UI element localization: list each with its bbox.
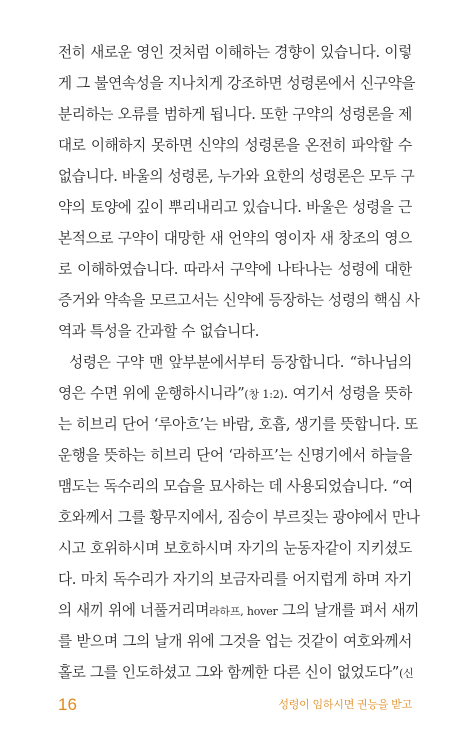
bible-reference-open: (신 [399, 667, 414, 680]
body-line: 역과 특성을 간과할 수 없습니다. [58, 323, 260, 340]
body-line: 성령은 구약 맨 앞부분에서부터 등장합니다. “하나님의 [58, 354, 412, 371]
quote-continuation: . 여기서 성령을 뜻하 [283, 385, 412, 402]
body-line: 는 히브리 단어 ‘루아흐’는 바람, 호흡, 생기를 뜻합니다. 또 [58, 416, 418, 433]
body-line: 맴도는 독수리의 모습을 묘사하는 데 사용되었습니다. “여 [58, 478, 413, 495]
body-line: 를 받으며 그의 날개 위에 그것을 업는 것같이 여호와께서 [58, 633, 412, 650]
bible-reference: (창 1:2) [244, 388, 284, 401]
body-line: 분리하는 오류를 범하게 됩니다. 또한 구약의 성령론을 제 [58, 106, 412, 123]
body-line: 로 이해하였습니다. 따라서 구약에 나타나는 성령에 대한 [58, 261, 412, 278]
verse-continuation: 그의 날개를 펴서 새끼 [277, 602, 420, 619]
page-number: 16 [58, 695, 77, 714]
body-line: 증거와 약속을 모르고서는 신약에 등장하는 성령의 핵심 사 [58, 292, 420, 309]
body-line [58, 379, 412, 409]
body-line: 운행을 뜻하는 히브리 단어 ‘라하프’는 신명기에서 하늘을 [58, 447, 412, 464]
page-footer [0, 690, 470, 720]
body-line: 다. 마치 독수리가 자기의 보금자리를 어지럽게 하며 자기 [58, 571, 412, 588]
body-line: 호와께서 그를 황무지에서, 짐승이 부르짖는 광야에서 만나 [58, 509, 420, 526]
body-line [58, 596, 420, 626]
body-line: 게 그 불연속성을 지나치게 강조하면 성령론에서 신구약을 [58, 75, 416, 92]
gloss-annotation: 라하프, hover [209, 605, 278, 618]
verse-text: 의 새끼 위에 너풀거리며 [58, 602, 209, 619]
body-line: 본적으로 구약이 대망한 새 언약의 영이자 새 창조의 영으 [58, 230, 412, 247]
body-line: 전히 새로운 영인 것처럼 이해하는 경향이 있습니다. 이렇 [58, 44, 412, 61]
body-line: 대로 이해하지 못하면 신약의 성령론을 온전히 파악할 수 [58, 137, 412, 154]
body-line: 시고 호위하시며 보호하시며 자기의 눈동자같이 지키셨도 [58, 540, 412, 557]
body-line: 없습니다. 바울의 성령론, 누가와 요한의 성령론은 모두 구 [58, 168, 415, 185]
body-line-final [58, 658, 412, 688]
running-title: 성령이 임하시면 권능을 받고 [278, 699, 412, 711]
quote-text: 영은 수면 위에 운행하시니라” [58, 385, 245, 402]
closing-quote-text: 홀로 그를 인도하셨고 그와 함께한 다른 신이 없었도다” [58, 664, 400, 681]
body-line: 약의 토양에 깊이 뿌리내리고 있습니다. 바울은 성령을 근 [58, 199, 412, 216]
